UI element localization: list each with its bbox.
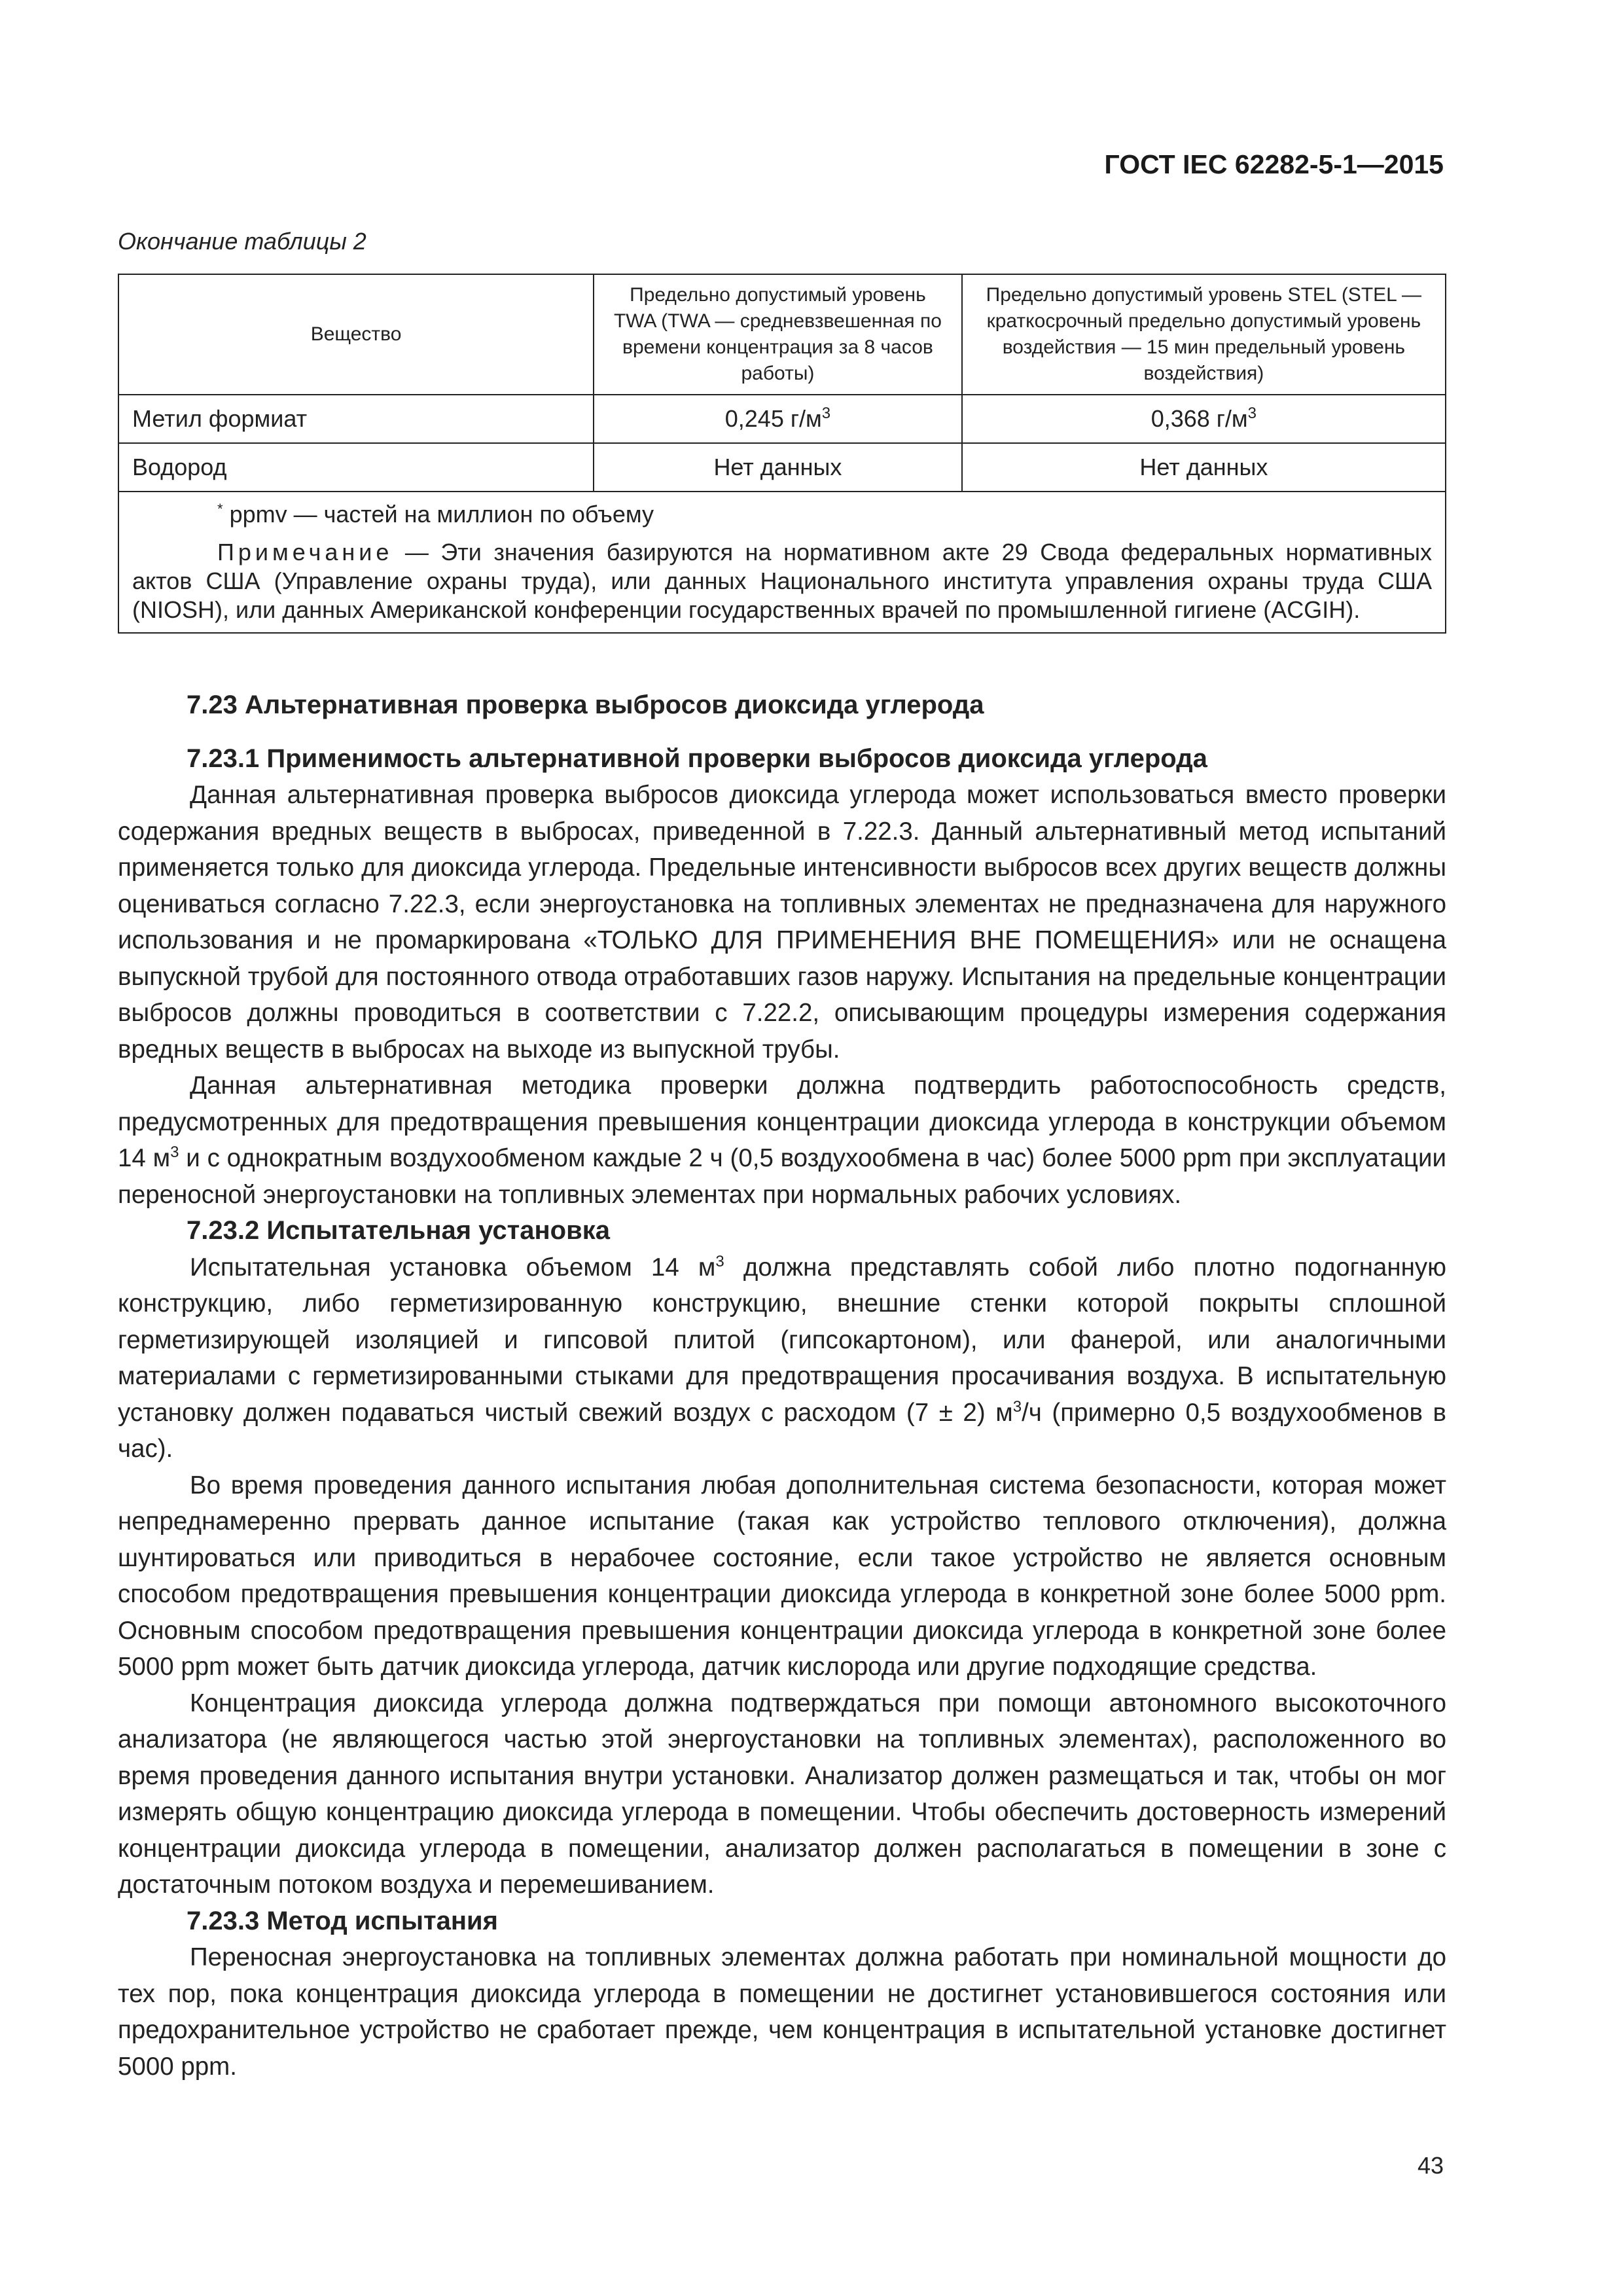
paragraph: Данная альтернативная проверка выбросов диоксида углерода может использоваться вместо проверки содержания вредных веществ в выбросах, приведенной в 7.22.3. Данный альтернативный метод испытаний применяется только для диоксида углерода. Предельные интенсивности выбросов всех других веществ должны оцениваться согласно 7.22.3, если энергоустановка на топливных элементах не предназначена для наружного использования и не промаркирована «ТОЛЬКО ДЛЯ ПРИМЕНЕНИЯ ВНЕ ПОМЕЩЕНИЯ» или не оснащена выпускной трубой для постоянного отвода отработавших газов наружу. Испытания на предельные концентрации выбросов должны проводиться в соответствии с 7.22.2, описывающим процедуры измерения содержания вредных веществ в выбросах на выходе из выпускной трубы.: [118, 781, 1446, 1064]
table-row: [118, 443, 1446, 492]
cell-stel: 0,368 $г/м^3$: [962, 395, 1446, 443]
section-7-23-title: 7.23 Альтернативная проверка выбросов диоксида углерода: [187, 691, 984, 719]
table-notes-row: [118, 492, 1446, 633]
header-substance: Вещество: [118, 274, 594, 395]
table-note: Примечание — Эти значения базируются на нормативном акте 29 Свода федеральных нормативных актов США (Управление охраны труда), или данных Национального института управления охраны труда США (NIOSH), или данных Американской конференции государственных врачей по промышленной гигиене (ACGIH).: [132, 539, 1432, 623]
page-number: 43: [1417, 2152, 1444, 2179]
cell-twa: 0,245 $г/м^3$: [594, 395, 962, 443]
cell-substance: Метил формиат: [118, 395, 594, 443]
paragraph: Концентрация диоксида углерода должна подтверждаться при помощи автономного высокоточного анализатора (не являющегося частью этой энергоустановки на топливных элементах), расположенного во время проведения данного испытания внутри установки. Анализатор должен размещаться и так, чтобы он мог измерять общую концентрацию диоксида углерода в помещении. Чтобы обеспечить достоверность измерений концентрации диоксида углерода в помещении, анализатор должен располагаться в помещении в зоне с достаточным потоком воздуха и перемешиванием.: [118, 1689, 1446, 1899]
cell-twa: Нет данных: [594, 443, 962, 492]
note-label: Примечание: [217, 539, 393, 565]
table-row: [118, 395, 1446, 443]
paragraph: Переносная энергоустановка на топливных элементах должна работать при номинальной мощности до тех пор, пока концентрация диоксида углерода в помещении не достигнет установившегося состояния или предохранительное устройство не сработает прежде, чем концентрация в испытательной установке достигнет 5000 ppm.: [118, 1943, 1446, 2081]
paragraph: Во время проведения данного испытания любая дополнительная система безопасности, которая может непреднамеренно прервать данное испытание (такая как устройство теплового отключения), должна шунтироваться или приводиться в нерабочее состояние, если такое устройство не является основным способом предотвращения превышения концентрации диоксида углерода в конкретной зоне более 5000 ppm. Основным способом предотвращения превышения концентрации диоксида углерода в конкретной зоне более 5000 ppm может быть датчик диоксида углерода, датчик кислорода или другие подходящие средства.: [118, 1471, 1446, 1681]
section-7-23-3-title: 7.23.3 Метод испытания: [187, 1906, 498, 1935]
table-caption: Окончание таблицы 2: [118, 228, 366, 255]
table-header-row: [118, 274, 1446, 395]
footnote: * ppmv — частей на миллион по объему: [217, 501, 654, 528]
paragraph: Данная альтернативная методика проверки должна подтвердить работоспособность средств, предусмотренных для предотвращения превышения концентрации диоксида углерода в конструкции объемом 14 $м^3$ и с однократным воздухообменом каждые 2 ч (0,5 воздухообмена в час) более 5000 ppm при эксплуатации переносной энергоустановки на топливных элементах при нормальных рабочих условиях.: [118, 1071, 1446, 1209]
document-id: ГОСТ IEC 62282-5-1—2015: [1104, 149, 1444, 179]
header-stel: Предельно допустимый уровень STEL (STEL — краткосрочный предельно допустимый уровень воздействия — 15 мин предельный уровень воздействия): [962, 274, 1446, 395]
main-text: [118, 687, 1446, 2085]
cell-substance: Водород: [118, 443, 594, 492]
table-2: [118, 274, 1446, 634]
section-7-23-2-title: 7.23.2 Испытательная установка: [187, 1216, 610, 1245]
header-twa: Предельно допустимый уровень TWA (TWA — средневзвешенная по времени концентрация за 8 часов работы): [594, 274, 962, 395]
table-notes: [118, 492, 1446, 633]
paragraph: Испытательная установка объемом 14 $м^3$ должна представлять собой либо плотно подогнанную конструкцию, либо герметизированную конструкцию, внешние стенки которой покрыты сплошной герметизирующей изоляцией и гипсовой плитой (гипсокартоном), или фанерой, или аналогичными материалами с герметизированными стыками для предотвращения просачивания воздуха. В испытательную установку должен подаваться чистый свежий воздух с расходом (7 ± 2) $м^3/ч$ (примерно 0,5 воздухообменов в час).: [118, 1252, 1446, 1463]
section-7-23-1-title: 7.23.1 Применимость альтернативной проверки выбросов диоксида углерода: [187, 744, 1207, 773]
cell-stel: Нет данных: [962, 443, 1446, 492]
